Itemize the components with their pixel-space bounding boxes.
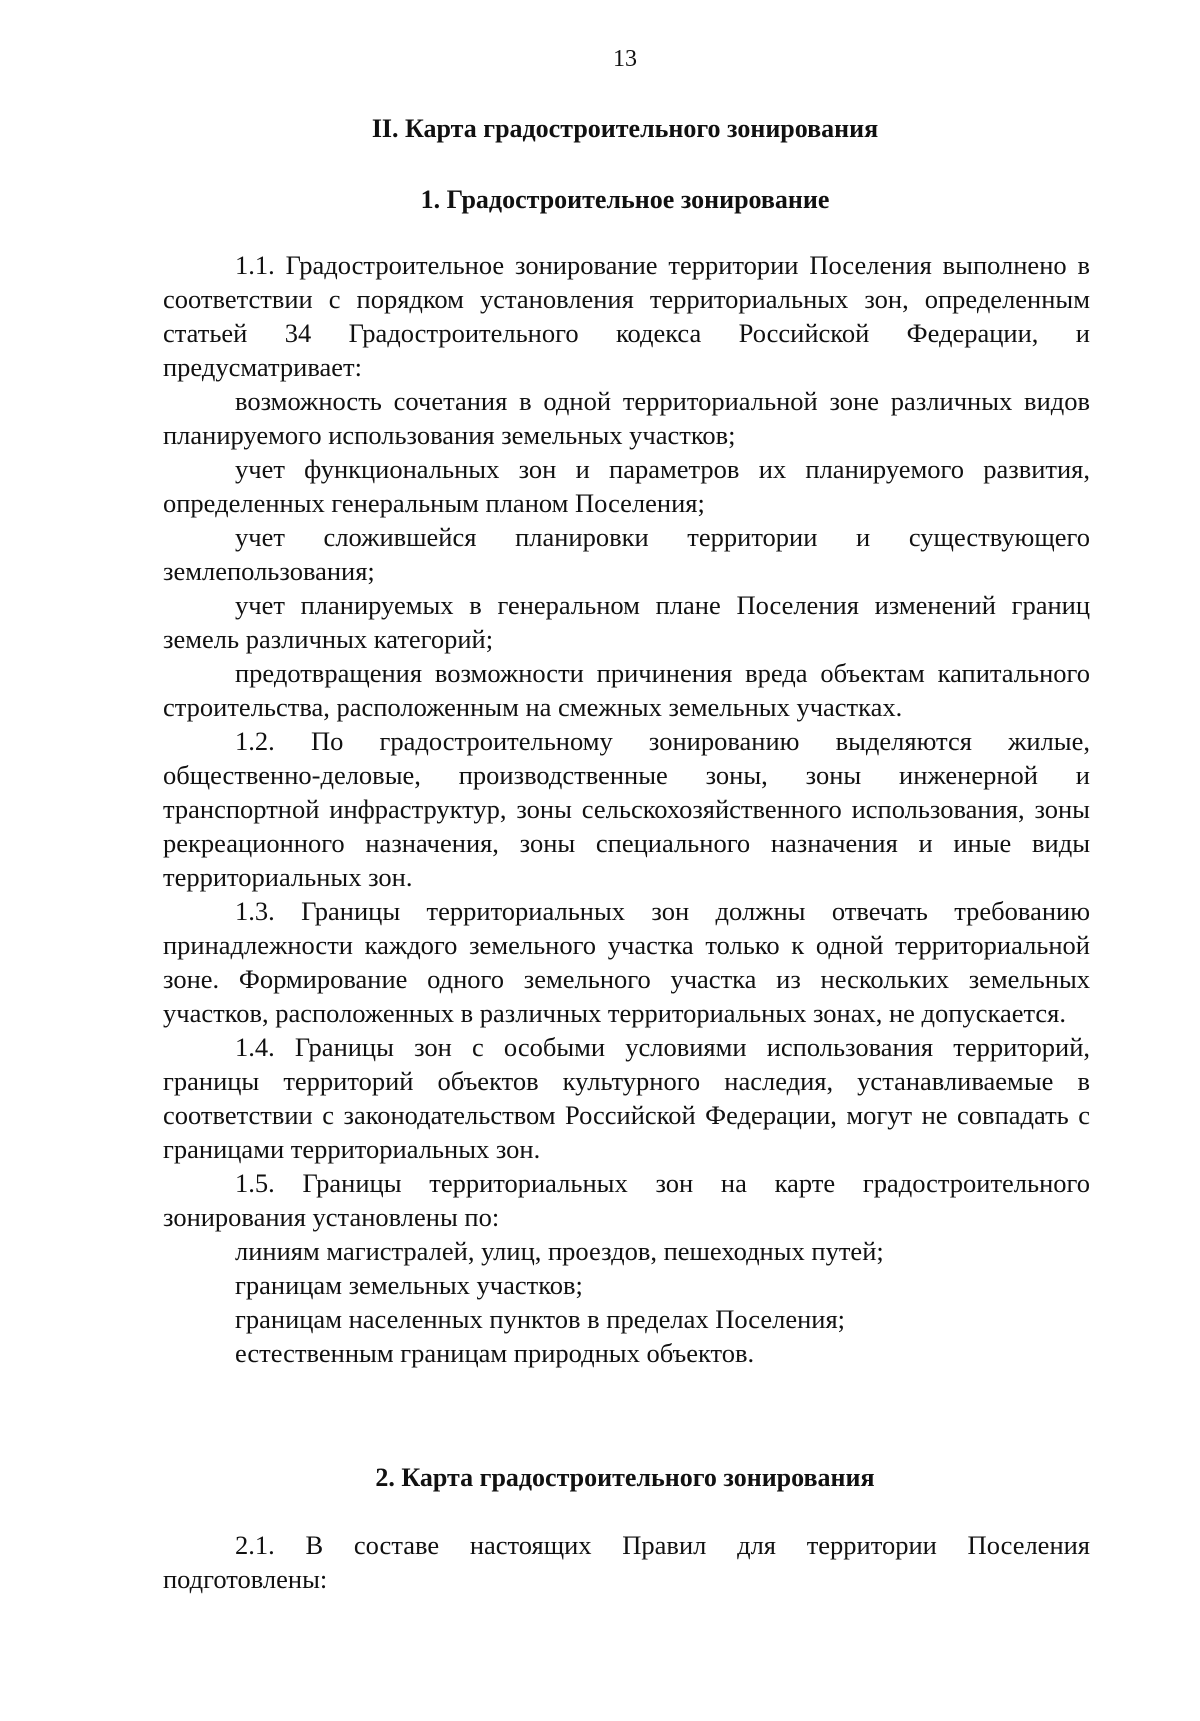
paragraph-1-3: 1.3. Границы территориальных зон должны отвечать требованию принадлежности каждого земельного участка только к одной территориальной зоне. Формирование одного земельного участка из нескольких земельных участков, расположенных в различных территориальных зонах, не допускается. — [163, 896, 1090, 1028]
list-item: границам земельных участков; — [235, 1270, 583, 1300]
paragraph-1-4: 1.4. Границы зон с особыми условиями использования территорий, границы территорий объектов культурного наследия, устанавливаемые в соответствии с законодательством Российской Федерации, могут не совпадать с границами территориальных зон. — [163, 1032, 1090, 1164]
list-item: учет планируемых в генеральном плане Поселения изменений границ земель различных категорий; — [163, 590, 1090, 654]
main-heading: II. Карта градостроительного зонирования — [371, 114, 879, 143]
list-item: учет функциональных зон и параметров их планируемого развития, определенных генеральным планом Поселения; — [163, 454, 1090, 518]
list-item: линиям магистралей, улиц, проездов, пешеходных путей; — [235, 1236, 884, 1266]
list-item: предотвращения возможности причинения вреда объектам капитального строительства, расположенным на смежных земельных участках. — [163, 658, 1090, 722]
section-2-heading: 2. Карта градостроительного зонирования — [375, 1463, 875, 1492]
section-1-heading: 1. Градостроительное зонирование — [420, 185, 830, 214]
paragraph-1-5: 1.5. Границы территориальных зон на карте градостроительного зонирования установлены по: — [163, 1168, 1090, 1232]
list-item: границам населенных пунктов в пределах Поселения; — [235, 1304, 846, 1334]
paragraph-2-1: 2.1. В составе настоящих Правил для территории Поселения подготовлены: — [163, 1530, 1090, 1594]
section-2-body — [163, 1528, 1090, 1596]
paragraph-1-1: 1.1. Градостроительное зонирование территории Поселения выполнено в соответствии с порядком установления территориальных зон, определенным статьей 34 Градостроительного кодекса Российской Федерации, и предусматривает: — [163, 250, 1090, 382]
list-item: учет сложившейся планировки территории и существующего землепользования; — [163, 522, 1090, 586]
list-item: естественным границам природных объектов. — [235, 1338, 755, 1368]
section-1-body — [163, 248, 1090, 1370]
page-number: 13 — [613, 46, 637, 72]
list-item: возможность сочетания в одной территориальной зоне различных видов планируемого использования земельных участков; — [163, 386, 1090, 450]
paragraph-1-2: 1.2. По градостроительному зонированию выделяются жилые, общественно-деловые, производственные зоны, зоны инженерной и транспортной инфраструктур, зоны сельскохозяйственного использования, зоны рекреационного назначения, зоны специального назначения и иные виды территориальных зон. — [163, 726, 1090, 892]
